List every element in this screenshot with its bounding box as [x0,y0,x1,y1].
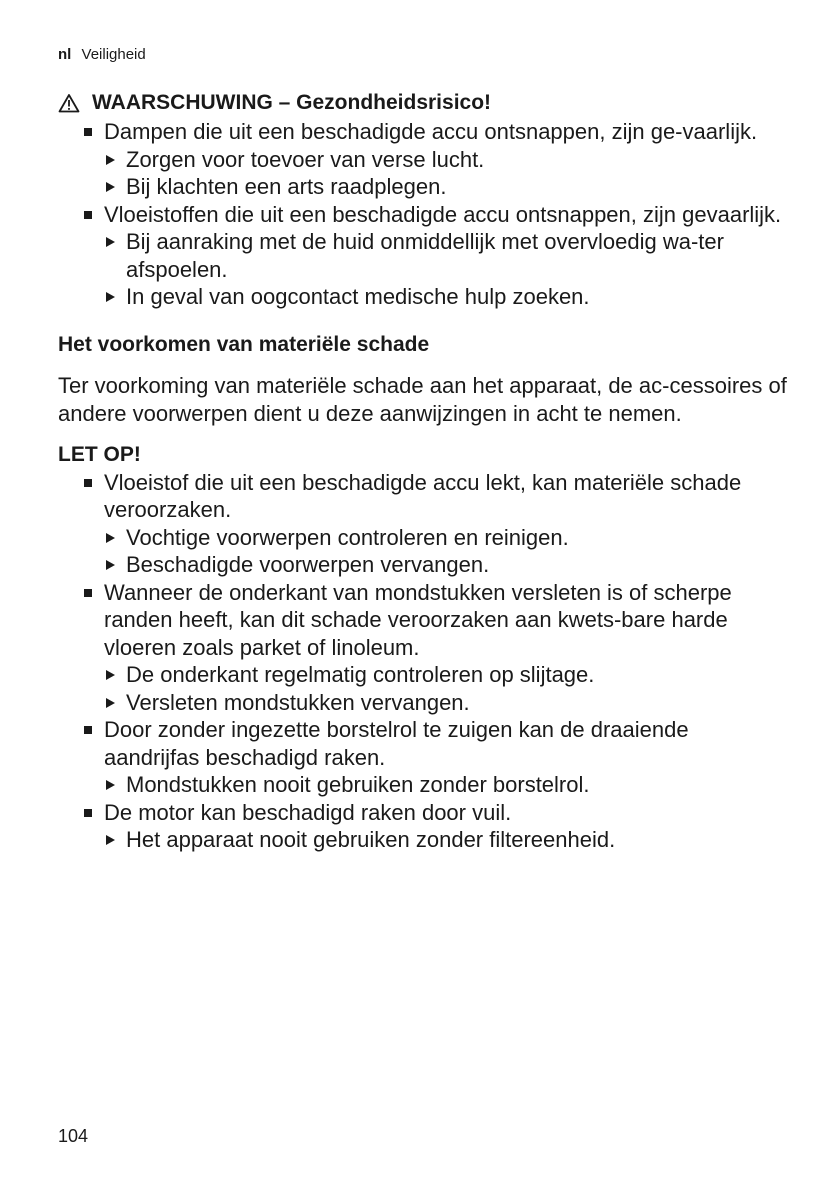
list-item-text: Wanneer de onderkant van mondstukken versleten is of scherpe randen heeft, kan dit schade veroorzaken aan kwets-bare harde vloeren zoals parket of linoleum. [104,579,732,660]
action-text: Zorgen voor toevoer van verse lucht. [126,146,485,172]
arrow-right-icon [106,182,115,192]
bullet-square-icon [84,128,92,136]
list-item-text: De motor kan beschadigd raken door vuil. [104,799,512,825]
arrow-right-icon [106,780,115,790]
list-item-text: Vloeistof die uit een beschadigde accu lekt, kan materiële schade veroorzaken. [104,469,742,522]
list-item [82,716,788,799]
action-item [106,826,788,854]
language-code: nl [58,46,72,63]
arrow-right-icon [106,835,115,845]
action-text: Beschadigde voorwerpen vervangen. [126,552,490,577]
bullet-square-icon [84,726,92,734]
warning-heading [58,88,788,118]
section-title: Het voorkomen van materiële schade [58,332,430,356]
action-item [106,228,788,283]
action-text: De onderkant regelmatig controleren op slijtage. [126,662,595,687]
page-number: 104 [58,1126,89,1146]
warning-title: WAARSCHUWING – Gezondheidsrisico! [92,91,492,115]
action-list [106,661,788,716]
notice-list [82,469,788,854]
bullet-square-icon [84,589,92,597]
action-item [106,551,788,579]
arrow-right-icon [106,560,115,570]
action-text: Bij aanraking met de huid onmiddellijk met overvloedig wa-ter afspoelen. [126,229,724,282]
page-content [58,88,788,854]
bullet-square-icon [84,479,92,487]
warning-list [82,118,788,311]
action-list [106,146,788,201]
section-intro: Ter voorkoming van materiële schade aan het apparaat, de ac-cessoires of andere voorwerpen dient u deze aanwijzingen in acht te nemen. [58,373,787,426]
list-item [82,118,788,201]
bullet-square-icon [84,809,92,817]
bullet-square-icon [84,211,92,219]
list-item [82,201,788,311]
arrow-right-icon [106,698,115,708]
action-text: Mondstukken nooit gebruiken zonder borstelrol. [126,772,590,797]
action-item [106,661,788,689]
arrow-right-icon [106,292,115,302]
action-text: In geval van oogcontact medische hulp zoeken. [126,284,590,309]
arrow-right-icon [106,237,115,247]
action-text: Versleten mondstukken vervangen. [126,689,470,715]
action-item [106,524,788,552]
notice-heading: LET OP! [58,443,141,466]
action-item [106,283,788,311]
list-item-text: Dampen die uit een beschadigde accu ontsnappen, zijn ge-vaarlijk. [104,119,758,144]
warning-triangle-icon [58,93,80,113]
arrow-right-icon [106,155,115,165]
action-list [106,826,788,854]
list-item [82,799,788,854]
action-item [106,689,788,717]
action-list [106,228,788,311]
arrow-right-icon [106,533,115,543]
action-list [106,771,788,799]
list-item [82,469,788,579]
list-item-text: Door zonder ingezette borstelrol te zuigen kan de draaiende aandrijfas beschadigd raken. [104,717,689,770]
action-text: Bij klachten een arts raadplegen. [126,174,447,199]
action-list [106,524,788,579]
arrow-right-icon [106,670,115,680]
page-header [58,46,146,63]
action-text: Vochtige voorwerpen controleren en reinigen. [126,524,569,550]
action-item [106,771,788,799]
section-name: Veiligheid [81,46,146,63]
action-text: Het apparaat nooit gebruiken zonder filtereenheid. [126,827,616,852]
list-item [82,579,788,717]
action-item [106,173,788,201]
list-item-text: Vloeistoffen die uit een beschadigde accu ontsnappen, zijn gevaarlijk. [104,201,782,227]
action-item [106,146,788,174]
